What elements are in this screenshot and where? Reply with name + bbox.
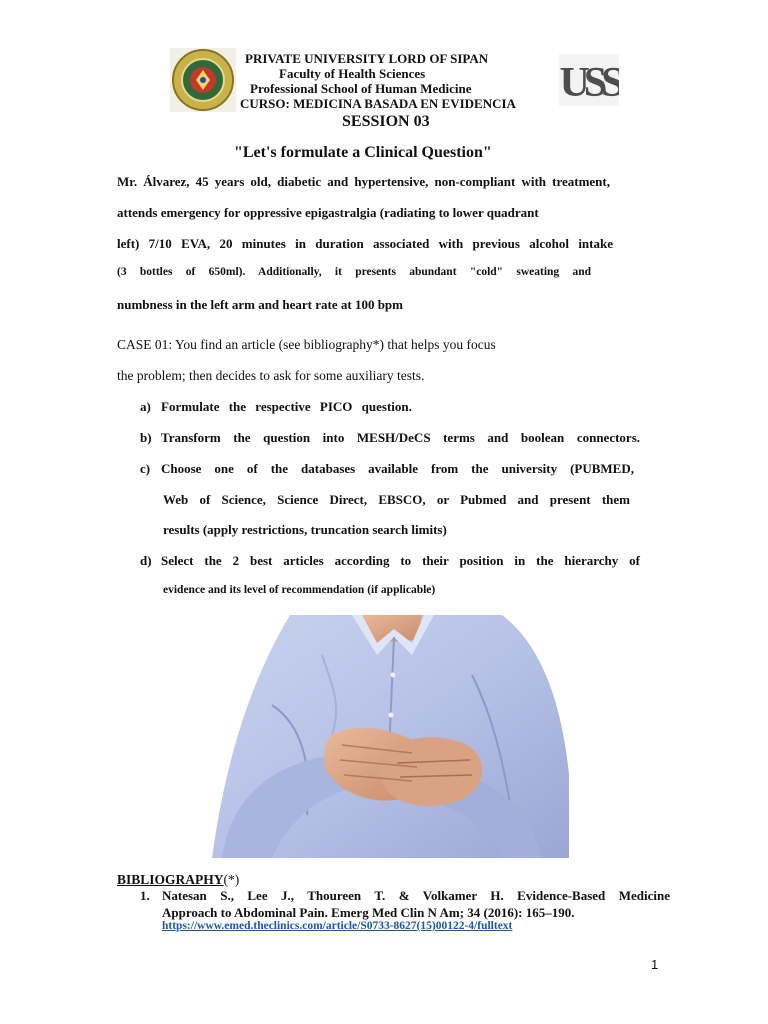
task-a-label: a) [140,399,151,414]
task-d-line-1: Select the 2 best articles according to their position in the hierarchy of [161,553,640,568]
case01-line-2: the problem; then decides to ask for some auxiliary tests. [117,368,425,383]
bibliography-heading-text: BIBLIOGRAPHY [117,872,224,887]
bibliography-item-1 [140,888,670,938]
case-line-2: attends emergency for oppressive epigastralgia (radiating to lower quadrant [117,205,539,220]
task-c-line-3: results (apply restrictions, truncation search limits) [163,522,447,537]
chest-pain-illustration [212,615,569,858]
task-c [140,461,640,541]
bibliography-heading [117,872,239,888]
bib-link[interactable]: https://www.emed.theclinics.com/article/S0733-8627(15)00122-4/fulltext [162,920,513,932]
case-line-1: Mr. Álvarez, 45 years old, diabetic and hypertensive, non-compliant with treatment, [117,174,610,189]
bib-line-1: Natesan S., Lee J., Thoureen T. & Volkamer H. Evidence-Based Medicine [162,888,670,903]
task-b [140,430,640,446]
task-c-line-1: Choose one of the databases available from the university (PUBMED, [161,461,634,476]
faculty-name: Faculty of Health Sciences [279,66,426,81]
task-a-text: Formulate the respective PICO question. [161,399,412,414]
session-title: SESSION 03 [342,113,430,130]
school-name: Professional School of Human Medicine [250,81,472,96]
page-number: 1 [651,957,659,972]
page-title: "Let's formulate a Clinical Question" [234,144,492,161]
course-name: CURSO: MEDICINA BASADA EN EVIDENCIA [240,96,516,111]
bib-line-2: Approach to Abdominal Pain. Emerg Med Clin N Am; 34 (2016): 165–190. [162,905,575,920]
uss-logo [559,54,619,106]
case01-line-1: CASE 01: You find an article (see bibliography*) that helps you focus [117,337,496,352]
task-d-line-2: evidence and its level of recommendation (if applicable) [163,584,436,596]
university-seal [170,48,236,112]
svg-text:USS: USS [559,60,619,106]
case-line-4: (3 bottles of 650ml). Additionally, it presents abundant "cold" sweating and [117,266,591,278]
task-c-label: c) [140,461,151,476]
task-b-label: b) [140,430,152,445]
case-line-5: numbness in the left arm and heart rate at 100 bpm [117,297,403,312]
task-d [140,553,640,603]
task-d-label: d) [140,553,152,568]
task-c-line-2: Web of Science, Science Direct, EBSCO, or Pubmed and present them [163,492,630,507]
task-b-text: Transform the question into MESH/DeCS terms and boolean connectors. [161,430,640,445]
bibliography-heading-suffix: (*) [223,872,240,887]
bib-number: 1. [140,888,150,903]
task-a [140,399,640,415]
case-line-3: left) 7/10 EVA, 20 minutes in duration associated with previous alcohol intake [117,236,613,251]
university-name: PRIVATE UNIVERSITY LORD OF SIPAN [245,51,489,66]
